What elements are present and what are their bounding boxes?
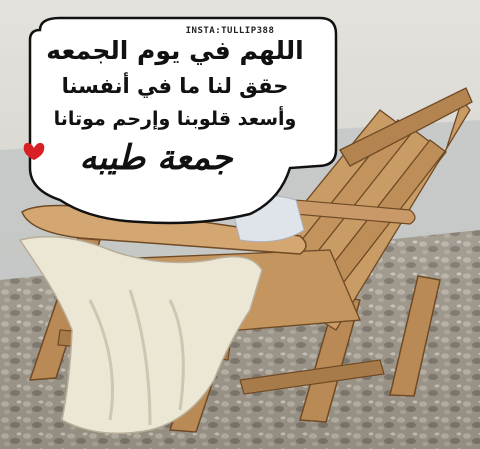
prayer-line-1: اللهم في يوم الجمعه <box>46 36 304 65</box>
instagram-handle: INSTA:TULLIP388 <box>185 26 275 36</box>
friday-greeting: جمعة طيبه <box>79 138 233 178</box>
prayer-line-2: حقق لنا ما في أنفسنا <box>61 74 289 98</box>
prayer-line-3: وأسعد قلوبنا وإرحم موتانا <box>53 108 297 130</box>
